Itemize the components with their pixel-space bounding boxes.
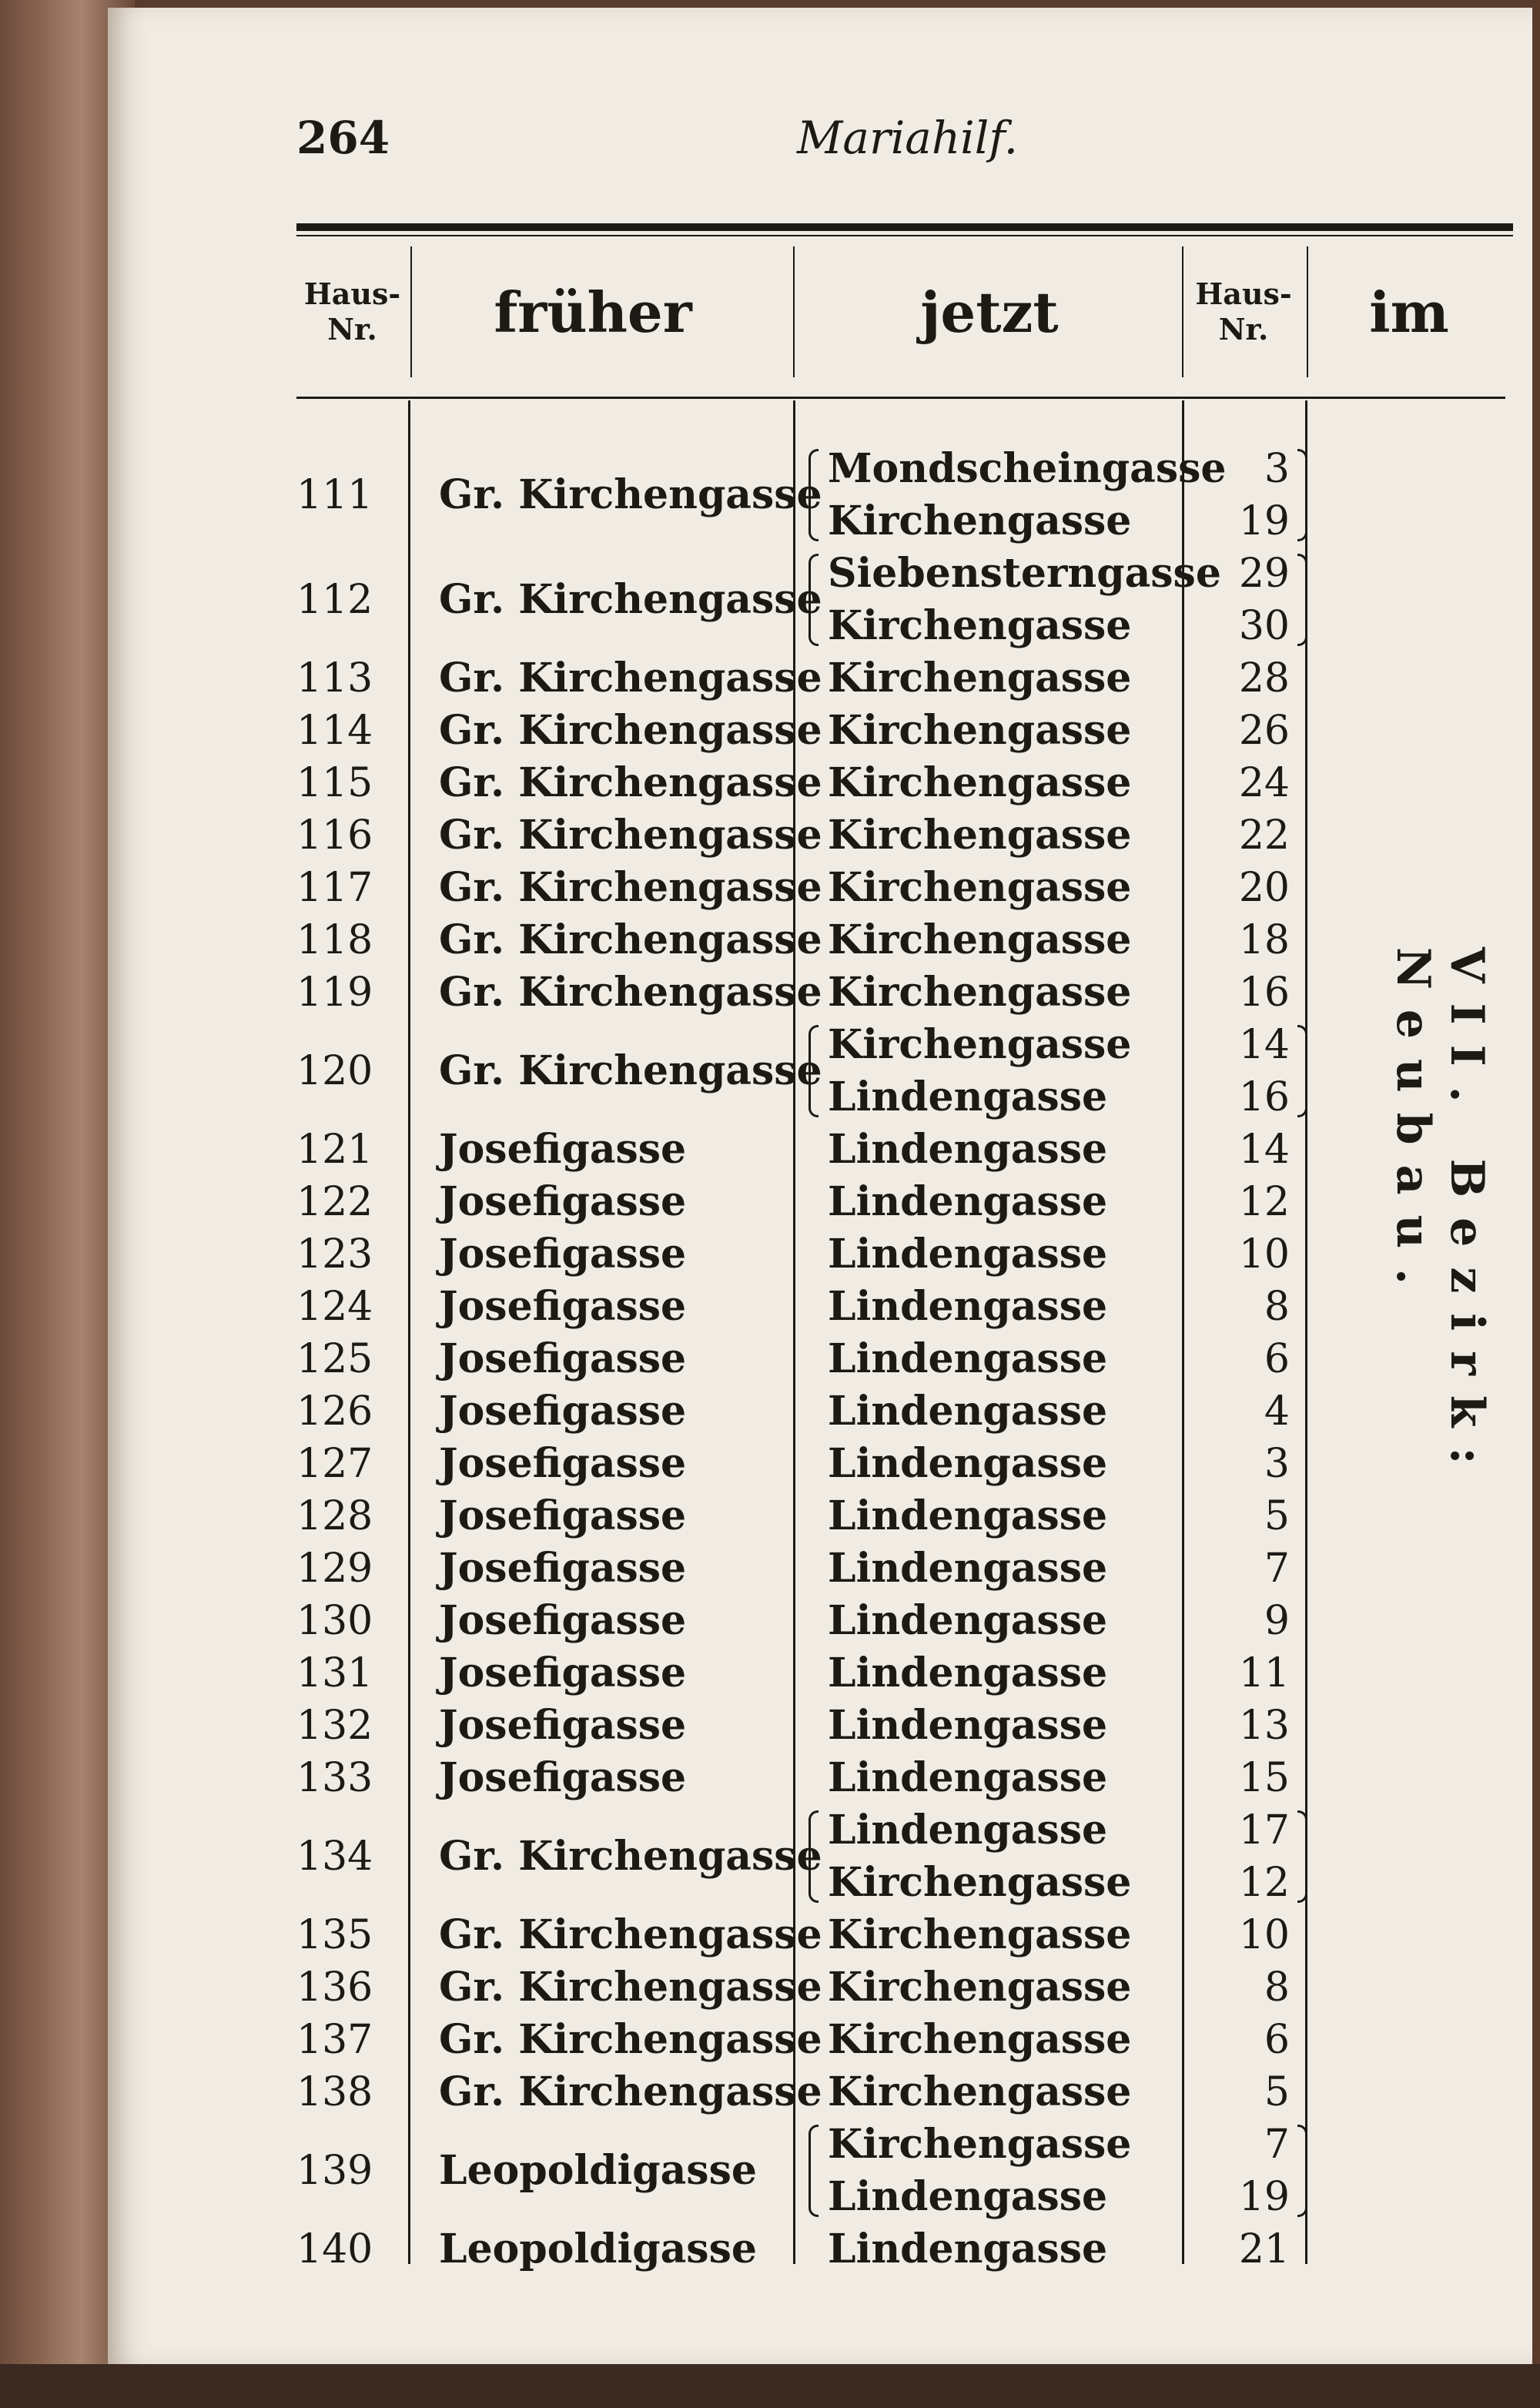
house-number: 140: [296, 2226, 373, 2272]
table-row: [296, 1700, 1321, 1752]
table-row: [296, 2223, 1321, 2276]
house-number: 126: [296, 1388, 373, 1435]
former-street: Josefigasse: [439, 1702, 687, 1749]
current-house-number: 5: [1264, 2069, 1290, 2115]
current-street: Kirchengasse: [828, 969, 1132, 1016]
table-row: [296, 2066, 1321, 2118]
former-street: Josefigasse: [439, 1388, 687, 1435]
column-header-jetzt: jetzt: [920, 279, 1059, 345]
table-row: [296, 809, 1321, 862]
current-street: Kirchengasse: [828, 864, 1132, 911]
current-street: Lindengasse: [828, 2225, 1108, 2272]
current-house-number: 28: [1238, 655, 1290, 702]
table-row: [296, 1281, 1321, 1333]
table-row: [296, 548, 1321, 652]
house-number: 120: [296, 1048, 373, 1094]
former-street: Gr. Kirchengasse: [439, 471, 822, 518]
column-header-hausnr2: [1182, 246, 1305, 377]
former-street: Gr. Kirchengasse: [439, 707, 822, 754]
house-number: 124: [296, 1284, 373, 1330]
current-street: Lindengasse: [828, 1283, 1108, 1330]
house-number: 136: [296, 1964, 373, 2011]
current-street: Lindengasse: [828, 1492, 1108, 1539]
column-header-hausnr-label: Haus- Nr.: [303, 276, 401, 347]
current-house-number: 10: [1238, 1231, 1290, 1278]
brace-right: [1297, 1025, 1307, 1117]
current-street: Mondscheingasse: [828, 445, 1227, 492]
current-house-number: 30: [1238, 603, 1290, 649]
former-street: Josefigasse: [439, 1335, 687, 1382]
house-number: 127: [296, 1441, 373, 1487]
current-street: Lindengasse: [828, 1545, 1108, 1592]
table-row: [296, 1385, 1321, 1438]
former-street: Josefigasse: [439, 1492, 687, 1539]
former-street: Gr. Kirchengasse: [439, 812, 822, 859]
current-house-number: 13: [1238, 1703, 1290, 1749]
former-street: Gr. Kirchengasse: [439, 916, 822, 963]
former-street: Gr. Kirchengasse: [439, 2016, 822, 2063]
current-street: Kirchengasse: [828, 1021, 1132, 1068]
house-number: 116: [296, 812, 373, 859]
current-house-number: 8: [1264, 1284, 1290, 1330]
current-street: Kirchengasse: [828, 759, 1132, 806]
column-header-im: im: [1369, 279, 1449, 345]
current-street: Kirchengasse: [828, 1964, 1132, 2011]
current-street: Kirchengasse: [828, 1859, 1132, 1906]
house-number: 113: [296, 655, 373, 702]
current-house-number: 17: [1238, 1807, 1290, 1854]
brace-left: [808, 1025, 819, 1117]
header-separator: [793, 246, 795, 377]
current-street: Kirchengasse: [828, 1911, 1132, 1958]
former-street: Josefigasse: [439, 1649, 687, 1696]
current-street: Lindengasse: [828, 1335, 1108, 1382]
table-row: [296, 1804, 1321, 1909]
table-row: [296, 1124, 1321, 1176]
current-house-number: 15: [1238, 1755, 1290, 1801]
former-street: Leopoldigasse: [439, 2147, 757, 2194]
house-number: 131: [296, 1650, 373, 1696]
house-number: 134: [296, 1834, 373, 1880]
column-header-hausnr2-label: Haus- Nr.: [1195, 276, 1292, 347]
former-street: Gr. Kirchengasse: [439, 864, 822, 911]
table-row: [296, 1333, 1321, 1385]
current-house-number: 14: [1238, 1022, 1290, 1068]
current-street: Lindengasse: [828, 1702, 1108, 1749]
current-street: Kirchengasse: [828, 497, 1132, 544]
table-row: [296, 1647, 1321, 1700]
house-number: 129: [296, 1546, 373, 1592]
house-number: 132: [296, 1703, 373, 1749]
table-row: [296, 1176, 1321, 1228]
table-row: [296, 914, 1321, 966]
table-row: [296, 757, 1321, 809]
current-house-number: 24: [1238, 760, 1290, 806]
current-street: Lindengasse: [828, 1126, 1108, 1173]
current-street: Lindengasse: [828, 1440, 1108, 1487]
former-street: Gr. Kirchengasse: [439, 969, 822, 1016]
table-row: [296, 1542, 1321, 1595]
house-number: 125: [296, 1336, 373, 1382]
former-street: Gr. Kirchengasse: [439, 576, 822, 623]
former-street: Gr. Kirchengasse: [439, 2068, 822, 2115]
current-street: Lindengasse: [828, 1807, 1108, 1854]
current-street: Kirchengasse: [828, 812, 1132, 859]
current-house-number: 8: [1264, 1964, 1290, 2011]
header-rule-thin: [296, 235, 1513, 236]
current-street: Kirchengasse: [828, 2121, 1132, 2168]
former-street: Josefigasse: [439, 1126, 687, 1173]
current-house-number: 6: [1264, 1336, 1290, 1382]
current-house-number: 29: [1238, 551, 1290, 597]
current-street: Lindengasse: [828, 1597, 1108, 1644]
header-rule-thick: [296, 223, 1513, 231]
brace-right: [1297, 2125, 1307, 2217]
current-house-number: 16: [1238, 970, 1290, 1016]
former-street: Gr. Kirchengasse: [439, 1911, 822, 1958]
running-title: Mariahilf.: [797, 112, 1019, 164]
table-row: [296, 443, 1321, 548]
table-row: [296, 1595, 1321, 1647]
table-row: [296, 652, 1321, 705]
current-house-number: 16: [1238, 1074, 1290, 1120]
current-house-number: 4: [1264, 1388, 1290, 1435]
column-header-frueher: früher: [494, 279, 692, 345]
former-street: Josefigasse: [439, 1754, 687, 1801]
former-street: Josefigasse: [439, 1283, 687, 1330]
house-number: 115: [296, 760, 373, 806]
house-number: 118: [296, 917, 373, 963]
former-street: Josefigasse: [439, 1597, 687, 1644]
page-bottom-edge: [0, 2364, 1540, 2408]
house-number: 111: [296, 472, 373, 518]
current-house-number: 26: [1238, 708, 1290, 754]
current-house-number: 3: [1264, 1441, 1290, 1487]
current-street: Kirchengasse: [828, 655, 1132, 702]
brace-right: [1297, 1810, 1307, 1903]
house-number: 128: [296, 1493, 373, 1539]
current-house-number: 12: [1238, 1179, 1290, 1225]
district-label-text: VII. Bezirk: Neubau.: [1386, 947, 1494, 1485]
house-number: 112: [296, 577, 373, 623]
table-row: [296, 1490, 1321, 1542]
current-house-number: 11: [1238, 1650, 1290, 1696]
brace-left: [808, 554, 819, 646]
table-row: [296, 2118, 1321, 2223]
current-street: Lindengasse: [828, 1178, 1108, 1225]
house-number: 123: [296, 1231, 373, 1278]
brace-left: [808, 449, 819, 541]
current-house-number: 6: [1264, 2017, 1290, 2063]
header-bottom-rule: [296, 397, 1505, 399]
brace-left: [808, 2125, 819, 2217]
current-street: Kirchengasse: [828, 2016, 1132, 2063]
brace-right: [1297, 449, 1307, 541]
current-street: Lindengasse: [828, 1073, 1108, 1120]
table-row: [296, 966, 1321, 1019]
current-street: Kirchengasse: [828, 602, 1132, 649]
current-house-number: 19: [1238, 498, 1290, 544]
former-street: Gr. Kirchengasse: [439, 1964, 822, 2011]
brace-left: [808, 1810, 819, 1903]
house-number: 122: [296, 1179, 373, 1225]
current-street: Lindengasse: [828, 1388, 1108, 1435]
house-number: 137: [296, 2017, 373, 2063]
former-street: Gr. Kirchengasse: [439, 655, 822, 702]
column-header-hausnr: [296, 246, 408, 377]
table-row: [296, 2014, 1321, 2066]
former-street: Josefigasse: [439, 1545, 687, 1592]
former-street: Gr. Kirchengasse: [439, 759, 822, 806]
table-row: [296, 1019, 1321, 1124]
table-row: [296, 862, 1321, 914]
house-number: 138: [296, 2069, 373, 2115]
table-row: [296, 1438, 1321, 1490]
house-number: 121: [296, 1127, 373, 1173]
current-house-number: 20: [1238, 865, 1290, 911]
column-headers: [296, 246, 1513, 385]
current-house-number: 18: [1238, 917, 1290, 963]
current-street: Kirchengasse: [828, 2068, 1132, 2115]
current-house-number: 5: [1264, 1493, 1290, 1539]
current-house-number: 14: [1238, 1127, 1290, 1173]
former-street: Gr. Kirchengasse: [439, 1833, 822, 1880]
current-street: Kirchengasse: [828, 707, 1132, 754]
current-house-number: 12: [1238, 1860, 1290, 1906]
current-house-number: 7: [1264, 1546, 1290, 1592]
table-row: [296, 1909, 1321, 1961]
current-street: Kirchengasse: [828, 916, 1132, 963]
current-house-number: 7: [1264, 2122, 1290, 2168]
current-street: Lindengasse: [828, 2173, 1108, 2220]
former-street: Josefigasse: [439, 1440, 687, 1487]
house-number: 139: [296, 2148, 373, 2194]
house-number: 130: [296, 1598, 373, 1644]
current-house-number: 21: [1238, 2226, 1290, 2272]
brace-right: [1297, 554, 1307, 646]
current-street: Lindengasse: [828, 1649, 1108, 1696]
current-street: Lindengasse: [828, 1231, 1108, 1278]
house-number: 114: [296, 708, 373, 754]
table-row: [296, 1228, 1321, 1281]
current-street: Lindengasse: [828, 1754, 1108, 1801]
former-street: Josefigasse: [439, 1178, 687, 1225]
current-house-number: 9: [1264, 1598, 1290, 1644]
page-header: [296, 112, 1513, 173]
district-label: [1386, 947, 1494, 1756]
current-street: Siebensterngasse: [828, 550, 1221, 597]
house-number: 133: [296, 1755, 373, 1801]
current-house-number: 19: [1238, 2174, 1290, 2220]
table-row: [296, 1961, 1321, 2014]
former-street: Gr. Kirchengasse: [439, 1047, 822, 1094]
table-row: [296, 705, 1321, 757]
current-house-number: 22: [1238, 812, 1290, 859]
house-number: 135: [296, 1912, 373, 1958]
current-house-number: 10: [1238, 1912, 1290, 1958]
house-number: 119: [296, 970, 373, 1016]
former-street: Leopoldigasse: [439, 2225, 757, 2272]
house-number: 117: [296, 865, 373, 911]
page-number: 264: [296, 112, 390, 164]
table-row: [296, 1752, 1321, 1804]
current-house-number: 3: [1264, 446, 1290, 492]
former-street: Josefigasse: [439, 1231, 687, 1278]
